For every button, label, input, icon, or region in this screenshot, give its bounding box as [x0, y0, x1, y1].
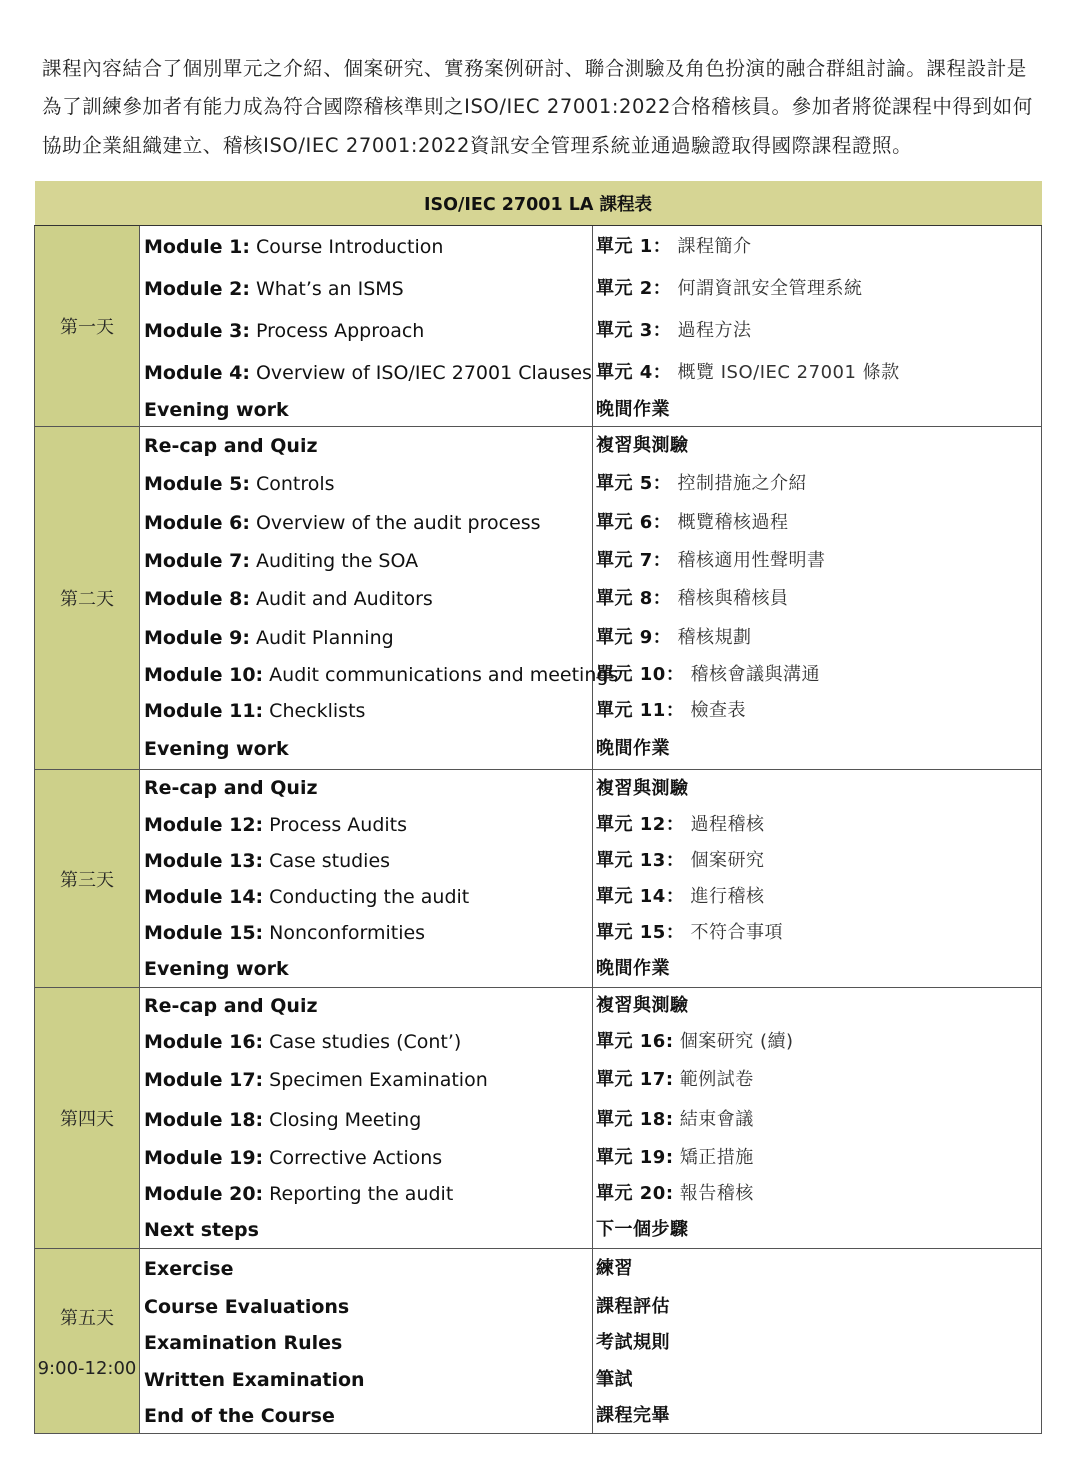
module-item-zh	[596, 226, 1041, 268]
day-label: 第一天	[60, 317, 114, 338]
module-number: Module 3:	[144, 320, 250, 342]
module-title: 個案研究	[684, 850, 765, 871]
day-label-cell	[35, 988, 140, 1249]
module-number: Module 6:	[144, 512, 250, 534]
module-number: 單元 3：	[596, 320, 672, 341]
module-number: Module 4:	[144, 362, 250, 384]
module-title: Case studies (Cont’)	[263, 1031, 462, 1053]
module-item-en	[144, 226, 592, 268]
module-item-en	[144, 1361, 592, 1399]
module-item-en	[144, 268, 592, 310]
module-item-zh	[596, 807, 1041, 843]
module-number: Module 5:	[144, 473, 250, 495]
intro-paragraph: 課程內容結合了個別單元之介紹、個案研究、實務案例研討、聯合測驗及角色扮演的融合群組討論。課程設計是為了訓練參加者有能力成為符合國際稽核準則之ISO/IEC 27001:2022合格稽核員。參加者將從課程中得到如何協助企業組織建立、稽核ISO/IEC 27001:2022資訊安全管理系統並通過驗證取得國際課程證照。	[42, 56, 1033, 157]
module-number: 單元 14：	[596, 886, 685, 907]
module-number: Module 18:	[144, 1109, 264, 1131]
table-header-row	[35, 181, 1042, 226]
module-number: 晚間作業	[596, 399, 670, 420]
day-label-cell	[35, 1249, 140, 1434]
module-title: Overview of the audit process	[249, 512, 541, 534]
day-row	[35, 988, 1042, 1249]
module-item-zh	[596, 579, 1041, 619]
day-label-cell	[35, 427, 140, 770]
module-item-en	[144, 543, 592, 579]
module-item-en	[144, 394, 592, 426]
module-number: Module 1:	[144, 236, 250, 258]
module-title: Corrective Actions	[263, 1147, 443, 1169]
module-number: 單元 6：	[596, 512, 672, 533]
module-item-zh	[596, 1060, 1041, 1100]
day-row	[35, 770, 1042, 988]
module-title: 稽核會議與溝通	[684, 664, 821, 685]
module-number: Module 2:	[144, 278, 250, 300]
table-title: ISO/IEC 27001 LA 課程表	[35, 181, 1042, 226]
module-item-en	[144, 729, 592, 769]
module-item-zh	[596, 1361, 1041, 1399]
chinese-modules-cell	[593, 1249, 1042, 1434]
module-number: Re-cap and Quiz	[144, 995, 318, 1017]
module-item-en	[144, 770, 592, 807]
module-number: 單元 16:	[596, 1031, 674, 1052]
module-item-zh	[596, 394, 1041, 426]
module-title: Conducting the audit	[263, 886, 470, 908]
module-item-zh	[596, 1289, 1041, 1325]
day-time: 9:00-12:00	[37, 1357, 137, 1379]
english-modules-cell	[140, 427, 619, 770]
day-label-cell	[35, 226, 140, 427]
module-title: 矯正措施	[673, 1147, 754, 1168]
day-row	[35, 226, 1042, 427]
module-title: Case studies	[263, 850, 391, 872]
module-item-en	[144, 503, 592, 543]
day-label: 第二天	[60, 589, 114, 610]
module-number: 單元 19:	[596, 1147, 674, 1168]
module-item-zh	[596, 310, 1041, 352]
chinese-modules-cell	[593, 988, 1042, 1249]
module-title: 稽核規劃	[671, 627, 752, 648]
module-number: 練習	[596, 1258, 633, 1279]
module-title: Audit and Auditors	[249, 588, 433, 610]
module-item-en	[144, 693, 592, 729]
module-number: 下一個步驟	[596, 1219, 689, 1240]
chinese-modules-cell	[593, 427, 1042, 770]
english-modules-cell	[140, 770, 593, 988]
module-number: 單元 13：	[596, 850, 685, 871]
module-item-zh	[596, 729, 1041, 769]
module-item-zh	[596, 915, 1041, 951]
module-item-zh	[596, 1140, 1041, 1176]
module-number: Module 9:	[144, 627, 250, 649]
module-item-en	[144, 1100, 592, 1140]
module-title: 檢查表	[684, 700, 747, 721]
module-title: 不符合事項	[684, 922, 784, 943]
module-item-en	[144, 1325, 592, 1361]
module-item-zh	[596, 988, 1041, 1024]
module-title: Nonconformities	[263, 922, 426, 944]
module-title: Course Introduction	[249, 236, 444, 258]
module-item-en	[144, 1024, 592, 1060]
module-item-zh	[596, 619, 1041, 657]
module-title: Controls	[249, 473, 335, 495]
module-title: Specimen Examination	[263, 1069, 488, 1091]
module-item-en	[144, 310, 592, 352]
module-number: 單元 4：	[596, 362, 672, 383]
module-item-en	[144, 1176, 592, 1212]
english-modules-cell	[140, 226, 593, 427]
module-number: 單元 15：	[596, 922, 685, 943]
module-title: 課程簡介	[671, 236, 752, 257]
module-title: Auditing the SOA	[249, 550, 419, 572]
chinese-modules-cell	[593, 770, 1042, 988]
module-item-en	[144, 579, 592, 619]
module-number: Evening work	[144, 399, 289, 421]
module-title: Audit Planning	[249, 627, 394, 649]
module-number: 複習與測驗	[596, 435, 689, 456]
module-number: Written Examination	[144, 1369, 365, 1391]
module-number: 單元 11：	[596, 700, 685, 721]
module-title: 進行稽核	[684, 886, 765, 907]
module-number: 單元 17:	[596, 1069, 674, 1090]
chinese-modules-cell	[593, 226, 1042, 427]
module-number: Course Evaluations	[144, 1296, 350, 1318]
module-item-zh	[596, 352, 1041, 394]
day-label-cell	[35, 770, 140, 988]
module-item-zh	[596, 951, 1041, 987]
module-number: 課程評估	[596, 1296, 670, 1317]
module-title: Process Approach	[249, 320, 425, 342]
module-item-zh	[596, 843, 1041, 879]
module-title: 過程稽核	[684, 814, 765, 835]
module-number: Module 20:	[144, 1183, 264, 1205]
module-number: Re-cap and Quiz	[144, 435, 318, 457]
module-title: Overview of ISO/IEC 27001 Clauses	[249, 362, 592, 384]
module-item-en	[144, 1060, 592, 1100]
module-item-en	[144, 988, 592, 1024]
day-row	[35, 1249, 1042, 1434]
module-number: Next steps	[144, 1219, 259, 1241]
module-number: 晚間作業	[596, 738, 670, 759]
module-title: Checklists	[263, 700, 366, 722]
module-item-en	[144, 1289, 592, 1325]
module-item-en	[144, 1399, 592, 1433]
module-title: Closing Meeting	[263, 1109, 422, 1131]
module-number: Evening work	[144, 958, 289, 980]
module-number: 單元 10：	[596, 664, 685, 685]
module-number: Module 8:	[144, 588, 250, 610]
module-number: 複習與測驗	[596, 778, 689, 799]
module-number: 晚間作業	[596, 958, 670, 979]
module-number: Module 7:	[144, 550, 250, 572]
module-item-en	[144, 352, 592, 394]
module-item-zh	[596, 543, 1041, 579]
module-number: Exercise	[144, 1258, 234, 1280]
module-title: 何謂資訊安全管理系統	[671, 278, 863, 299]
module-number: Module 10:	[144, 664, 264, 686]
module-item-zh	[596, 1212, 1041, 1248]
module-number: Re-cap and Quiz	[144, 777, 318, 799]
module-number: 單元 5：	[596, 473, 672, 494]
module-item-en	[144, 951, 592, 987]
module-item-zh	[596, 427, 1041, 465]
module-number: Module 11:	[144, 700, 264, 722]
module-number: Module 13:	[144, 850, 264, 872]
module-title: 範例試卷	[673, 1069, 754, 1090]
module-item-zh	[596, 268, 1041, 310]
module-number: Examination Rules	[144, 1332, 343, 1354]
english-modules-cell	[140, 1249, 593, 1434]
module-item-en	[144, 465, 592, 503]
module-number: Module 17:	[144, 1069, 264, 1091]
module-item-en	[144, 879, 592, 915]
day-label: 第四天	[60, 1109, 114, 1130]
module-item-en	[144, 843, 592, 879]
module-number: 複習與測驗	[596, 995, 689, 1016]
module-number: Module 12:	[144, 814, 264, 836]
module-title: 個案研究 (續)	[673, 1031, 794, 1052]
module-title: Audit communications and meetings	[263, 664, 619, 686]
module-item-zh	[596, 1399, 1041, 1433]
module-title: 過程方法	[671, 320, 752, 341]
module-number: Module 14:	[144, 886, 264, 908]
module-item-zh	[596, 657, 1041, 693]
module-number: 考試規則	[596, 1332, 670, 1353]
module-title: Reporting the audit	[263, 1183, 454, 1205]
module-number: Module 16:	[144, 1031, 264, 1053]
module-title: 稽核與稽核員	[671, 588, 789, 609]
module-item-en	[144, 619, 592, 657]
module-item-en	[144, 427, 592, 465]
module-title: 概覽稽核過程	[671, 512, 789, 533]
module-number: 課程完畢	[596, 1405, 670, 1426]
module-title: 稽核適用性聲明書	[671, 550, 826, 571]
module-item-en	[144, 915, 592, 951]
module-number: 單元 18:	[596, 1109, 674, 1130]
module-number: 單元 9：	[596, 627, 672, 648]
module-item-en	[144, 657, 619, 693]
module-title: What’s an ISMS	[249, 278, 404, 300]
module-number: 筆試	[596, 1369, 633, 1390]
module-number: 單元 20:	[596, 1183, 674, 1204]
module-title: 結束會議	[673, 1109, 754, 1130]
module-number: 單元 8：	[596, 588, 672, 609]
module-item-zh	[596, 879, 1041, 915]
module-title: 報告稽核	[673, 1183, 754, 1204]
module-number: Evening work	[144, 738, 289, 760]
module-item-en	[144, 1140, 592, 1176]
module-item-zh	[596, 503, 1041, 543]
module-number: Module 19:	[144, 1147, 264, 1169]
module-number: 單元 2：	[596, 278, 672, 299]
english-modules-cell	[140, 988, 593, 1249]
module-item-zh	[596, 465, 1041, 503]
course-schedule-table	[34, 181, 1042, 1434]
module-number: 單元 12：	[596, 814, 685, 835]
module-item-en	[144, 1249, 592, 1289]
module-item-en	[144, 807, 592, 843]
day-label: 第五天	[60, 1307, 114, 1329]
module-item-zh	[596, 693, 1041, 729]
module-title: 控制措施之介紹	[671, 473, 808, 494]
module-title: 概覽 ISO/IEC 27001 條款	[671, 362, 900, 383]
module-item-en	[144, 1212, 592, 1248]
day-row	[35, 427, 1042, 770]
module-item-zh	[596, 1024, 1041, 1060]
module-number: End of the Course	[144, 1405, 335, 1427]
module-number: Module 15:	[144, 922, 264, 944]
module-item-zh	[596, 1100, 1041, 1140]
day-label: 第三天	[60, 869, 114, 891]
module-number: 單元 7：	[596, 550, 672, 571]
module-item-zh	[596, 1249, 1041, 1289]
module-item-zh	[596, 770, 1041, 807]
module-item-zh	[596, 1176, 1041, 1212]
module-item-zh	[596, 1325, 1041, 1361]
module-title: Process Audits	[263, 814, 408, 836]
module-number: 單元 1：	[596, 236, 672, 257]
